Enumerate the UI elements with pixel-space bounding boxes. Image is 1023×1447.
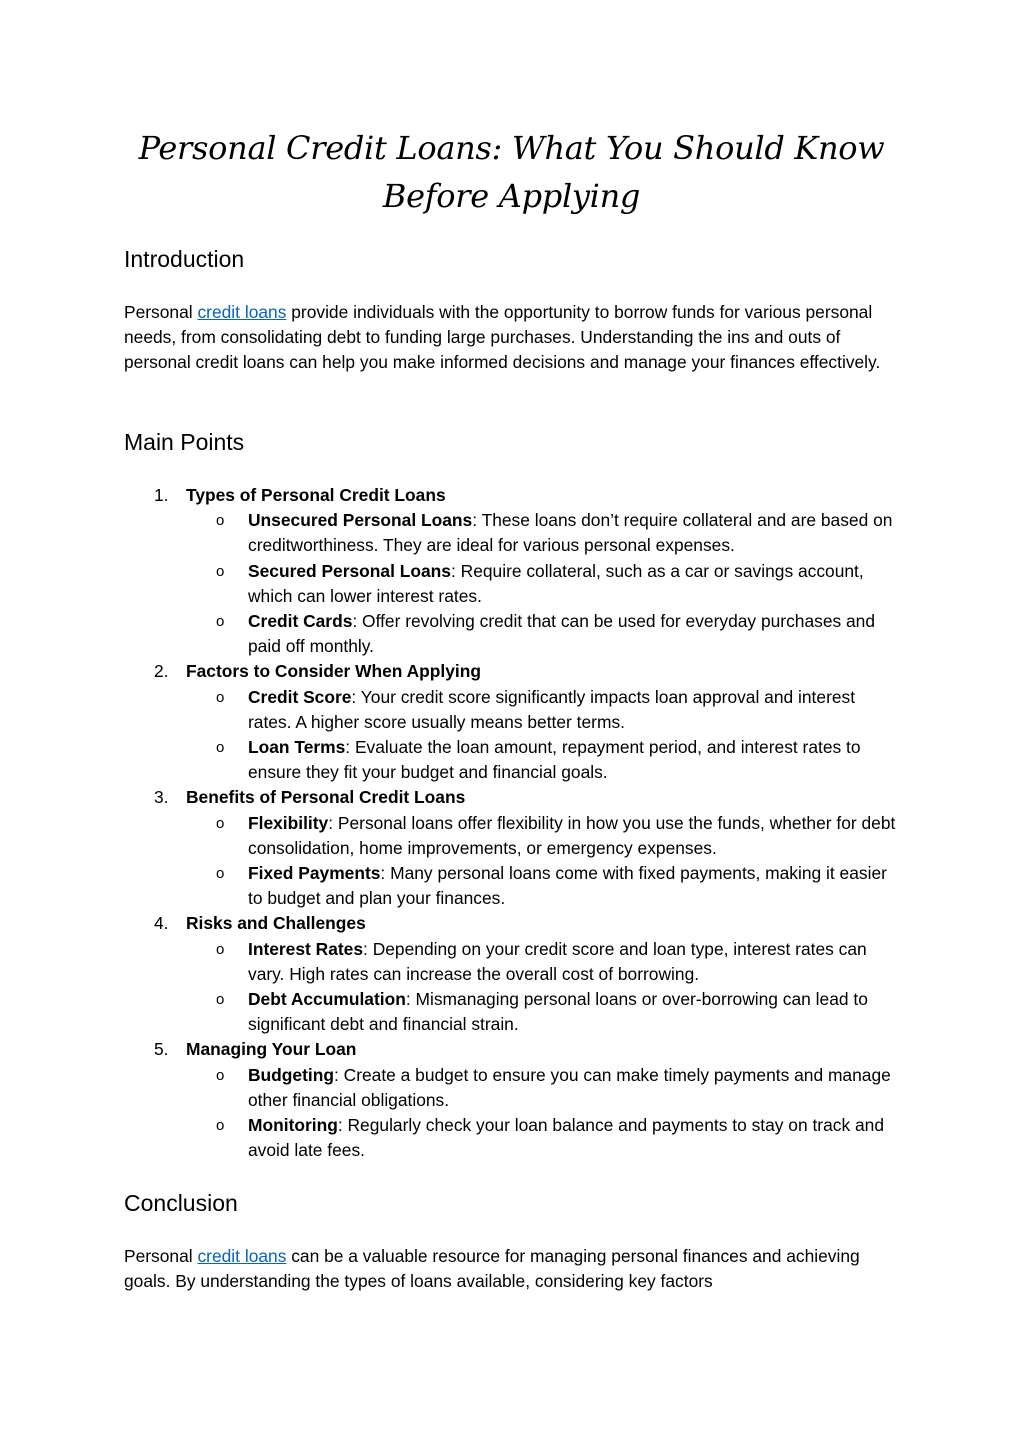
list-item: [124, 911, 904, 1037]
sub-item-description: : These loans don’t require collateral and are based on creditworthiness. They are ideal for various personal expenses.: [248, 510, 893, 556]
credit-loans-link-conclusion[interactable]: credit loans: [197, 1246, 287, 1266]
introduction-paragraph: [124, 300, 904, 376]
sub-item-term: Interest Rates: [248, 938, 364, 959]
sub-list-item: [124, 685, 898, 735]
bullet-icon: o: [216, 613, 225, 630]
sub-list-item: [124, 735, 898, 785]
list-item-title: Factors to Consider When Applying: [186, 661, 482, 682]
conclusion-lead: Personal: [124, 1246, 198, 1266]
conclusion-paragraph: [124, 1244, 904, 1294]
sub-item-description: : Evaluate the loan amount, repayment period, and interest rates to ensure they fit your budget and financial goals.: [248, 737, 861, 783]
list-item-title: Types of Personal Credit Loans: [186, 485, 446, 505]
list-item: [124, 1037, 904, 1163]
list-item-heading: [124, 483, 904, 508]
bullet-icon: o: [216, 562, 225, 580]
list-item-number: 1.: [154, 485, 169, 505]
sub-item-description: : Many personal loans come with fixed payments, making it easier to budget and plan your finances.: [248, 863, 887, 909]
introduction-heading: Introduction: [124, 246, 245, 272]
bullet-icon: o: [216, 512, 225, 530]
list-item-heading: [124, 911, 904, 936]
sub-list-item: [124, 609, 898, 659]
sub-item-term: Debt Accumulation: [248, 989, 406, 1009]
list-item-title: Benefits of Personal Credit Loans: [186, 787, 466, 808]
introduction-rest: provide individuals with the opportunity to borrow funds for various personal needs, from consolidating debt to funding large purchases. Understanding the ins and outs of personal credit loans can help you make informed decisions and manage your finances effectively.: [124, 302, 881, 373]
list-item: [124, 483, 904, 659]
bullet-icon: o: [216, 865, 225, 882]
sub-item-term: Flexibility: [248, 812, 329, 833]
sub-item-term: Budgeting: [248, 1064, 334, 1085]
list-item-heading: [124, 1037, 904, 1062]
sub-item-term: Credit Score: [248, 686, 352, 707]
sub-item-term: Unsecured Personal Loans: [248, 510, 473, 531]
sub-item-term: Credit Cards: [248, 611, 353, 631]
title-line-1: Personal Credit Loans: What You Should Know: [138, 129, 885, 167]
credit-loans-link[interactable]: credit loans: [197, 302, 287, 322]
bullet-icon: o: [216, 940, 225, 958]
sub-item-description: : Depending on your credit score and loan type, interest rates can vary. High rates can increase the overall cost of borrowing.: [248, 938, 867, 984]
sub-item-description: : Personal loans offer flexibility in how you use the funds, whether for debt consolidation, home improvements, or emergency expenses.: [248, 812, 896, 858]
list-item-number: 3.: [154, 787, 169, 808]
sub-item-term: Monitoring: [248, 1115, 338, 1135]
sub-list-item: [124, 1063, 898, 1113]
bullet-icon: o: [216, 688, 225, 706]
sub-list-item: [124, 861, 898, 911]
list-item-number: 2.: [154, 661, 169, 682]
main-points-heading: Main Points: [124, 429, 245, 455]
sub-item-description: : Regularly check your loan balance and payments to stay on track and avoid late fees.: [248, 1115, 885, 1161]
list-item-number: 5.: [154, 1039, 169, 1060]
conclusion-heading: Conclusion: [124, 1190, 238, 1216]
conclusion-rest: can be a valuable resource for managing personal finances and achieving goals. By understanding the types of loans available, considering key factors: [124, 1246, 860, 1292]
list-item: [124, 659, 904, 785]
list-item-title: Managing Your Loan: [186, 1039, 357, 1060]
sub-item-description: : Your credit score significantly impacts loan approval and interest rates. A higher score usually means better terms.: [248, 686, 856, 732]
sub-list-item: [124, 508, 898, 558]
sub-item-term: Fixed Payments: [248, 863, 381, 883]
sub-item-description: : Mismanaging personal loans or over-borrowing can lead to significant debt and financial strain.: [248, 989, 868, 1035]
document-title: [100, 124, 923, 220]
list-item: [124, 785, 904, 911]
bullet-icon: o: [216, 814, 225, 832]
list-item-heading: [124, 659, 904, 684]
introduction-lead: Personal: [124, 302, 198, 322]
list-item-title: Risks and Challenges: [186, 913, 366, 934]
bullet-icon: o: [216, 1117, 225, 1134]
list-item-heading: [124, 785, 904, 810]
sub-list-item: [124, 811, 898, 861]
sub-item-description: : Require collateral, such as a car or savings account, which can lower interest rates.: [248, 560, 864, 606]
list-item-number: 4.: [154, 913, 169, 934]
title-line-2: Before Applying: [382, 177, 641, 215]
sub-item-term: Secured Personal Loans: [248, 560, 451, 581]
sub-list-item: [124, 987, 898, 1037]
bullet-icon: o: [216, 739, 225, 756]
bullet-icon: o: [216, 991, 225, 1008]
bullet-icon: o: [216, 1066, 225, 1084]
sub-list-item: [124, 937, 898, 987]
sub-item-description: : Offer revolving credit that can be used for everyday purchases and paid off monthly.: [248, 611, 876, 657]
main-points-list: [124, 483, 904, 1163]
sub-list-item: [124, 559, 898, 609]
sub-item-term: Loan Terms: [248, 737, 346, 757]
sub-item-description: : Create a budget to ensure you can make timely payments and manage other financial obligations.: [248, 1064, 891, 1110]
sub-list-item: [124, 1113, 898, 1163]
